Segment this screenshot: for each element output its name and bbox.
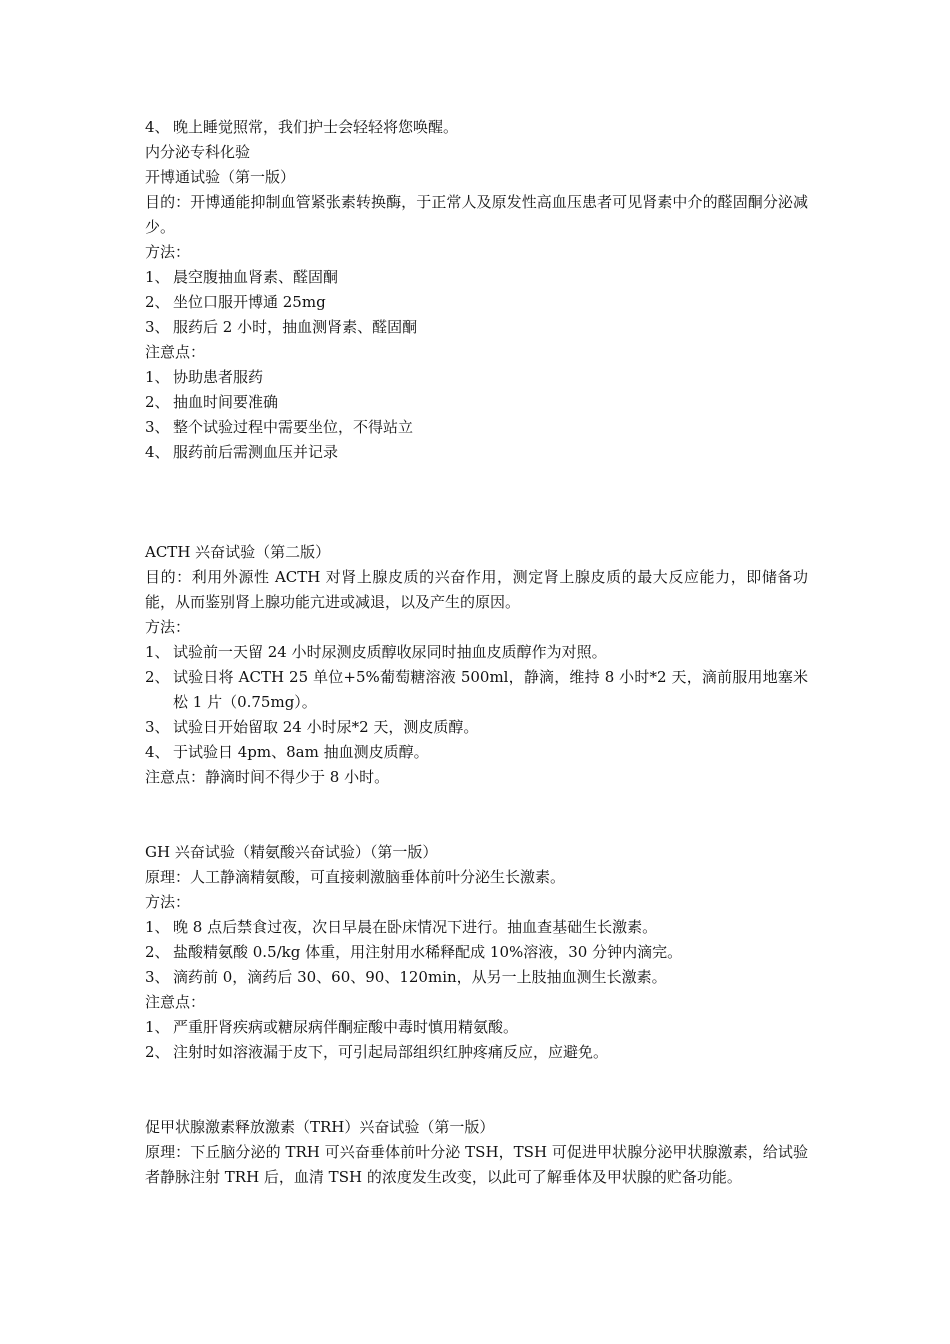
item-number: 1、 bbox=[145, 268, 170, 286]
item-number: 3、 bbox=[145, 318, 170, 336]
item-number: 4、 bbox=[145, 118, 170, 136]
item-number: 1、 bbox=[145, 368, 170, 386]
item-text: 严重肝肾疾病或糖尿病伴酮症酸中毒时慎用精氨酸。 bbox=[173, 1018, 519, 1036]
list-item bbox=[145, 315, 808, 340]
list-item bbox=[145, 915, 808, 940]
list-item bbox=[145, 390, 808, 415]
section-spacer bbox=[145, 790, 808, 840]
item-text: 整个试验过程中需要坐位，不得站立 bbox=[173, 418, 414, 436]
list-item bbox=[145, 715, 808, 740]
item-text: 晨空腹抽血肾素、醛固酮 bbox=[173, 268, 339, 286]
item-number: 1、 bbox=[145, 643, 170, 661]
acth-method-label: 方法： bbox=[145, 618, 191, 636]
item-number: 2、 bbox=[145, 1043, 170, 1061]
list-item bbox=[145, 665, 808, 715]
captopril-notes-label: 注意点： bbox=[145, 343, 206, 361]
item-text: 试验日将 ACTH 25 单位+5%葡萄糖溶液 500ml，静滴，维持 8 小时*2 天，滴前服用地塞米松 1 片（0.75mg）。 bbox=[173, 668, 808, 711]
department-heading: 内分泌专科化验 bbox=[145, 143, 251, 161]
gh-notes-label: 注意点： bbox=[145, 993, 206, 1011]
item-text: 协助患者服药 bbox=[173, 368, 264, 386]
item-number: 4、 bbox=[145, 743, 170, 761]
list-item bbox=[145, 940, 808, 965]
trh-principle: 原理：下丘脑分泌的 TRH 可兴奋垂体前叶分泌 TSH，TSH 可促进甲状腺分泌甲状腺激素，给试验者静脉注射 TRH 后，血清 TSH 的浓度发生改变，以此可了解垂体及甲状腺的贮备功能。 bbox=[145, 1143, 808, 1186]
item-number: 1、 bbox=[145, 918, 170, 936]
item-number: 1、 bbox=[145, 1018, 170, 1036]
item-number: 3、 bbox=[145, 968, 170, 986]
item-number: 2、 bbox=[145, 293, 170, 311]
item-text: 服药后 2 小时，抽血测肾素、醛固酮 bbox=[173, 318, 418, 336]
document-page bbox=[145, 115, 808, 1190]
section-spacer bbox=[145, 1065, 808, 1115]
acth-purpose: 目的：利用外源性 ACTH 对肾上腺皮质的兴奋作用，测定肾上腺皮质的最大反应能力，即储备功能，从而鉴别肾上腺功能亢进或减退，以及产生的原因。 bbox=[145, 568, 808, 611]
list-item bbox=[145, 115, 808, 140]
acth-title: ACTH 兴奋试验（第二版） bbox=[145, 543, 331, 561]
item-number: 3、 bbox=[145, 718, 170, 736]
item-text: 试验日开始留取 24 小时尿*2 天，测皮质醇。 bbox=[173, 718, 479, 736]
item-number: 2、 bbox=[145, 943, 170, 961]
list-item bbox=[145, 365, 808, 390]
captopril-method-label: 方法： bbox=[145, 243, 191, 261]
item-text: 试验前一天留 24 小时尿测皮质醇收尿同时抽血皮质醇作为对照。 bbox=[173, 643, 607, 661]
item-text: 坐位口服开博通 25mg bbox=[173, 293, 326, 311]
item-number: 2、 bbox=[145, 393, 170, 411]
item-text: 滴药前 0，滴药后 30、60、90、120min，从另一上肢抽血测生长激素。 bbox=[173, 968, 667, 986]
list-item bbox=[145, 290, 808, 315]
item-text: 于试验日 4pm、8am 抽血测皮质醇。 bbox=[173, 743, 429, 761]
item-text: 晚 8 点后禁食过夜，次日早晨在卧床情况下进行。抽血查基础生长激素。 bbox=[173, 918, 658, 936]
captopril-purpose: 目的：开博通能抑制血管紧张素转换酶，于正常人及原发性高血压患者可见肾素中介的醛固酮分泌减少。 bbox=[145, 193, 808, 236]
list-item bbox=[145, 640, 808, 665]
item-text: 盐酸精氨酸 0.5/kg 体重，用注射用水稀释配成 10%溶液，30 分钟内滴完。 bbox=[173, 943, 683, 961]
list-item bbox=[145, 265, 808, 290]
item-text: 晚上睡觉照常，我们护士会轻轻将您唤醒。 bbox=[173, 118, 459, 136]
trh-title: 促甲状腺激素释放激素（TRH）兴奋试验（第一版） bbox=[145, 1118, 495, 1136]
item-text: 抽血时间要准确 bbox=[173, 393, 279, 411]
list-item bbox=[145, 1040, 808, 1065]
item-text: 注射时如溶液漏于皮下，可引起局部组织红肿疼痛反应，应避免。 bbox=[173, 1043, 609, 1061]
list-item bbox=[145, 1015, 808, 1040]
list-item bbox=[145, 965, 808, 990]
item-number: 3、 bbox=[145, 418, 170, 436]
list-item bbox=[145, 440, 808, 465]
list-item bbox=[145, 415, 808, 440]
section-spacer bbox=[145, 465, 808, 540]
gh-principle: 原理：人工静滴精氨酸，可直接刺激脑垂体前叶分泌生长激素。 bbox=[145, 868, 566, 886]
gh-title: GH 兴奋试验（精氨酸兴奋试验）（第一版） bbox=[145, 843, 438, 861]
gh-method-label: 方法： bbox=[145, 893, 191, 911]
acth-note: 注意点：静滴时间不得少于 8 小时。 bbox=[145, 768, 390, 786]
item-number: 2、 bbox=[145, 668, 170, 686]
item-text: 服药前后需测血压并记录 bbox=[173, 443, 339, 461]
captopril-title: 开博通试验（第一版） bbox=[145, 168, 296, 186]
list-item bbox=[145, 740, 808, 765]
item-number: 4、 bbox=[145, 443, 170, 461]
